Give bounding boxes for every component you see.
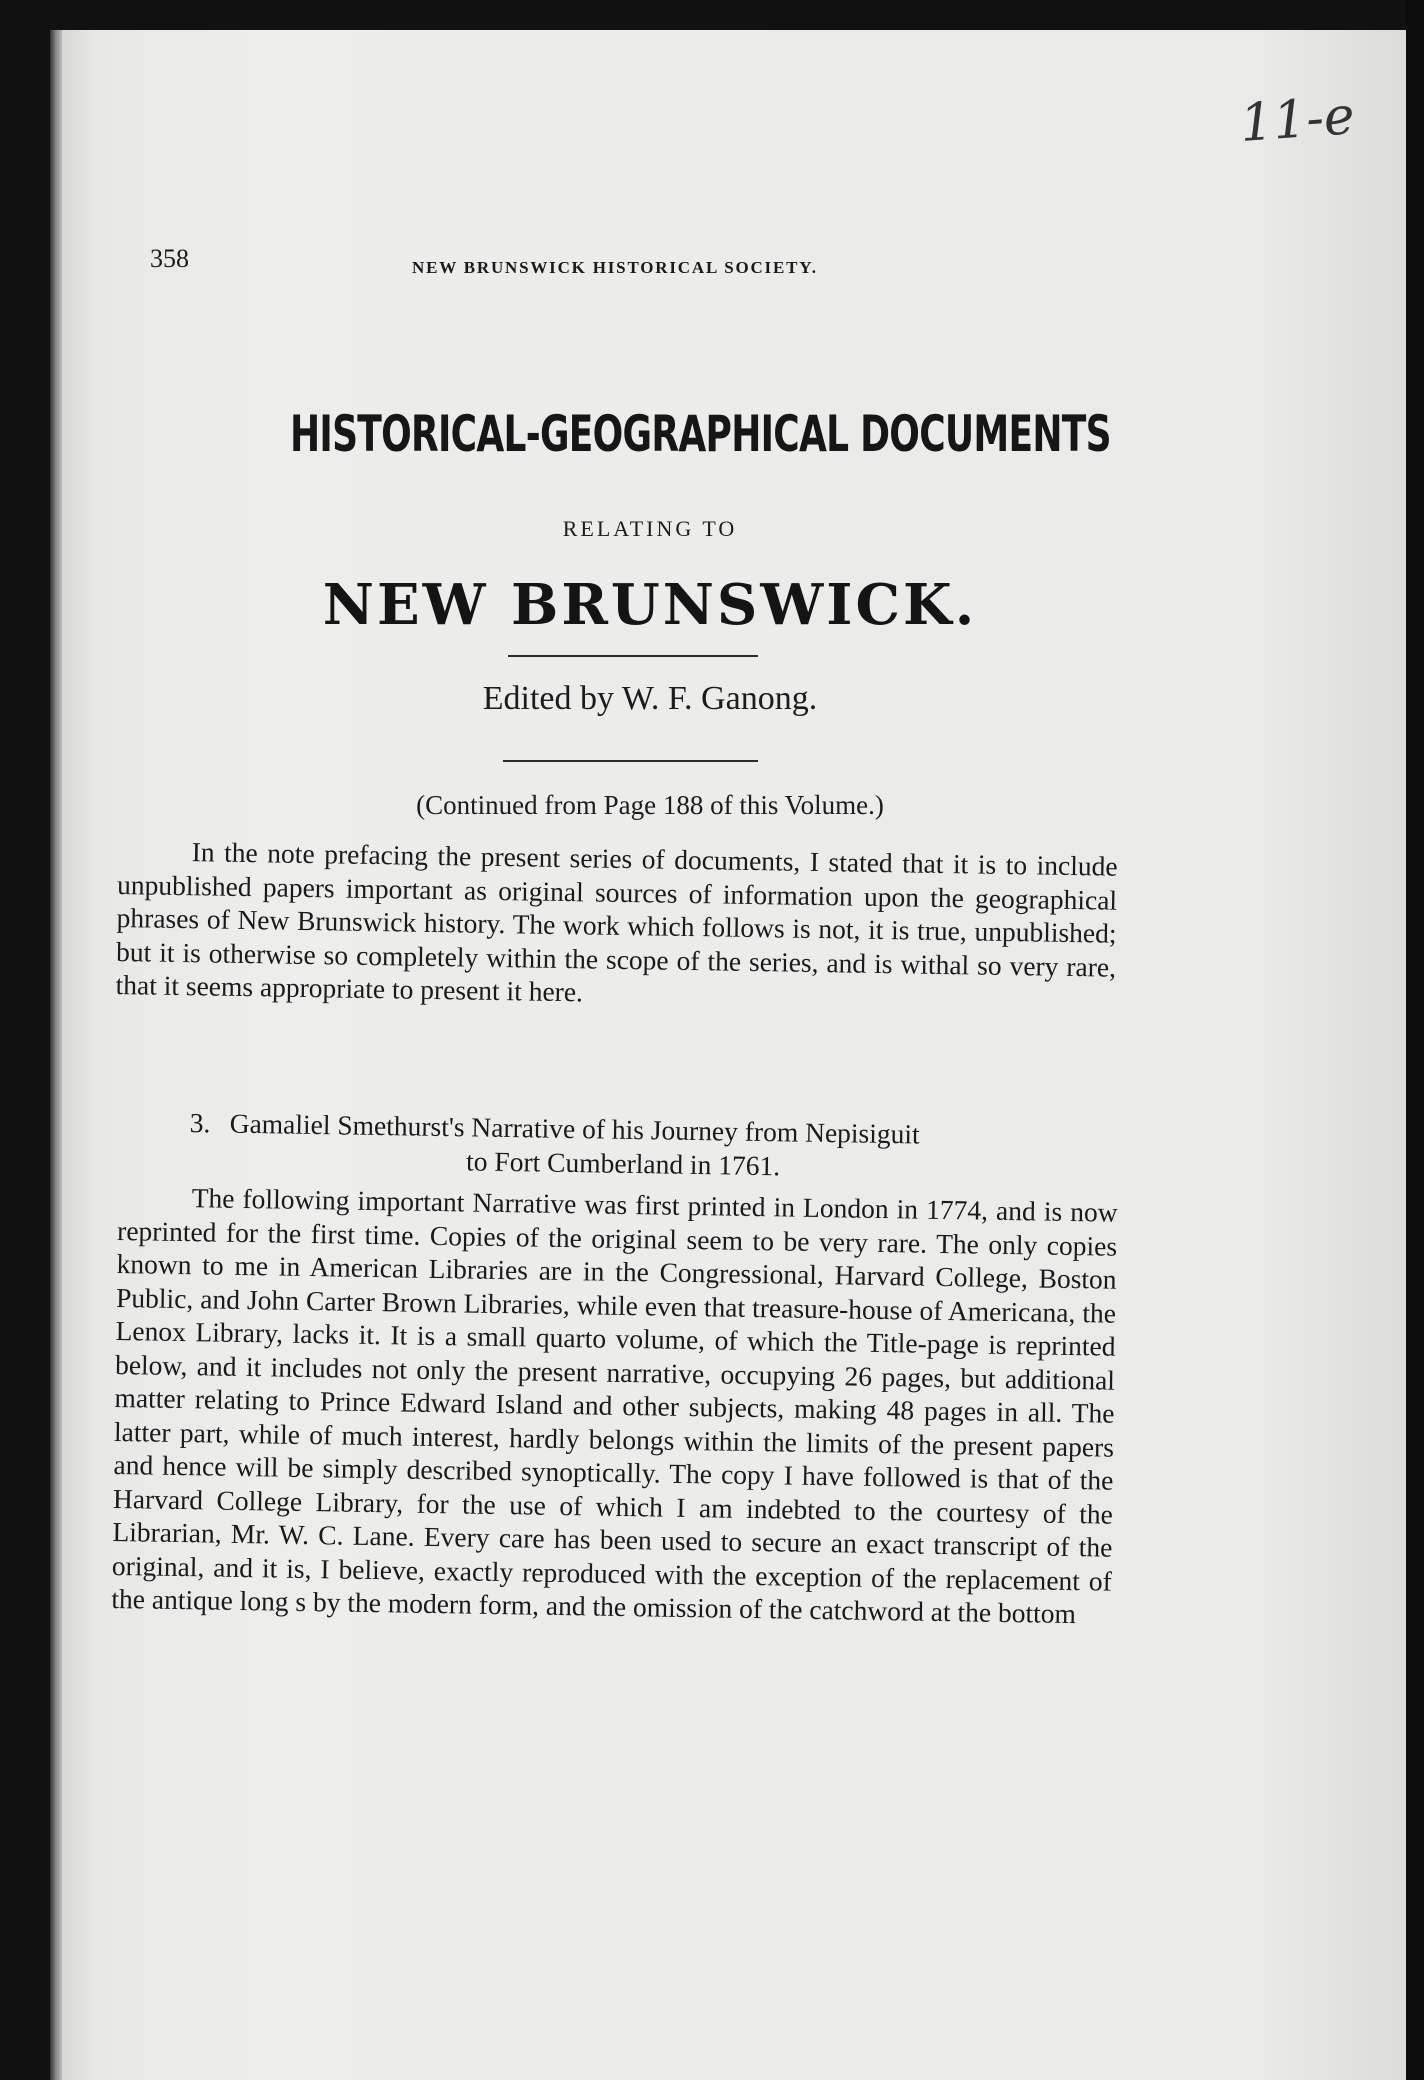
handwritten-annotation: 11-e <box>1238 86 1357 154</box>
section-number: 3. <box>189 1106 211 1139</box>
section-heading <box>189 1106 1118 1189</box>
continuation-note: (Continued from Page 188 of this Volume.) <box>416 790 884 820</box>
editor-line: Edited by W. F. Ganong. <box>482 680 818 717</box>
scan-border <box>1406 0 1424 2080</box>
section-title-line-1: Gamaliel Smethurst's Narrative of his Journey from Nepisiguit <box>229 1107 920 1150</box>
section-title-line-2: to Fort Cumberland in 1761. <box>465 1145 781 1182</box>
page-number: 358 <box>150 244 189 273</box>
title-connector: RELATING TO <box>562 516 738 541</box>
divider-rule <box>508 655 758 657</box>
article-title: HISTORICAL-GEOGRAPHICAL DOCUMENTS <box>290 405 1111 463</box>
book-page <box>56 30 1406 2080</box>
body-paragraph: The following important Narrative was first printed in London in 1774, and is now reprinted for the first time. Copies of the original seem to be very rare. The only copies known to me in American Libraries are in the Congressional, Harvard College, Boston Public, and John Carter Brown Libraries, while even that treasure-house of Americana, the Lenox Library, lacks it. It is a small quarto volume, of which the Title-page is reprinted below, and it includes not only the present narrative, occupying 26 pages, but additional matter relating to Prince Edward Island and other subjects, making 48 pages in all. The latter part, while of much interest, hardly belongs within the limits of the present papers and hence will be simply described synoptically. The copy I have followed is that of the Harvard College Library, for the use of which I am indebted to the courtesy of the Librarian, Mr. W. C. Lane. Every care has been used to secure an exact transcript of the original, and it is, I believe, exactly reproduced with the exception of the replacement of the antique long s by the modern form, and the omission of the catchword at the bottom <box>111 1182 1118 1630</box>
body-paragraph: In the note prefacing the present series of documents, I stated that it is to include unpublished papers important as original sources of information upon the geographical phrases of New Brunswick history. The work which follows is not, it is true, unpublished; but it is otherwise so completely within the scope of the series, and is withal so very rare, that it seems appropriate to present it here. <box>115 836 1118 1008</box>
page-binding-edge <box>50 30 62 2080</box>
journal-title: NEW BRUNSWICK HISTORICAL SOCIETY. <box>412 258 818 277</box>
divider-rule <box>503 760 758 762</box>
article-subject: NEW BRUNSWICK. <box>322 572 978 638</box>
